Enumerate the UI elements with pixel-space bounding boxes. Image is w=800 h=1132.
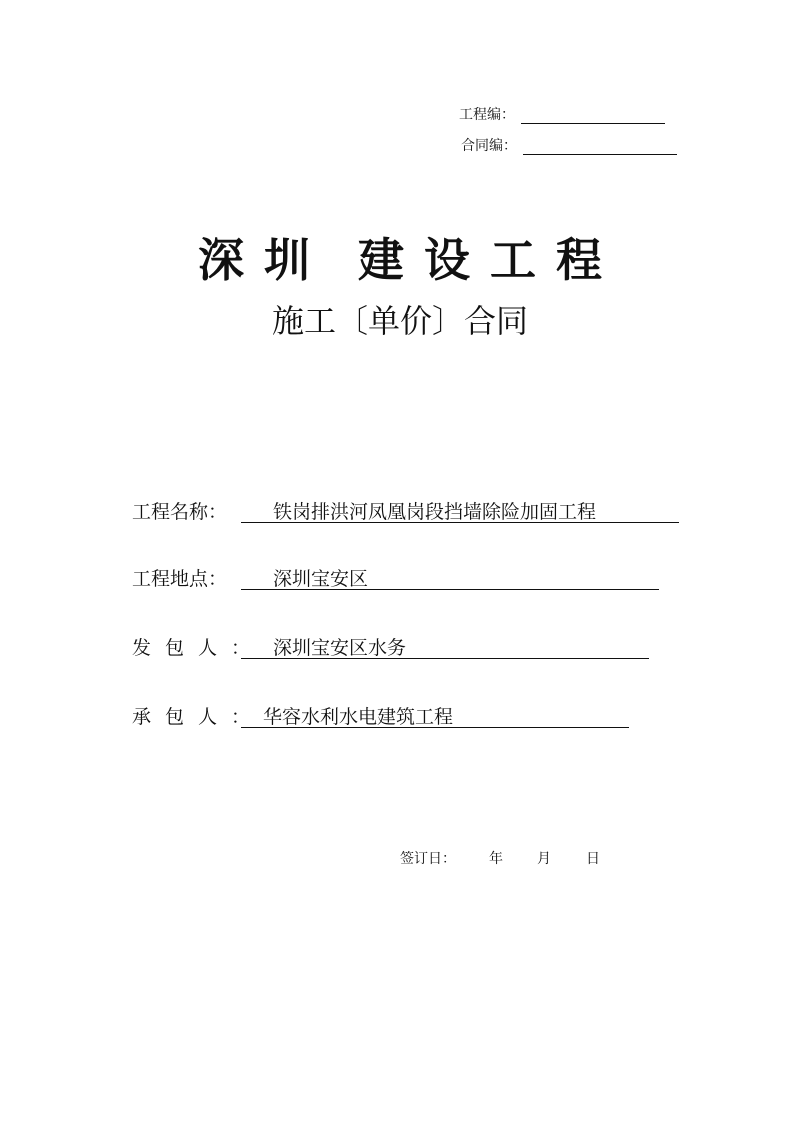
project-name-field [241, 497, 679, 523]
signing-day: 日 [586, 851, 600, 867]
signing-date-label: 签订日： [400, 851, 456, 867]
project-number-label: 工程编： [459, 107, 515, 123]
title-city: 深圳 [198, 233, 330, 287]
project-site-field [241, 564, 659, 590]
signing-year: 年 [489, 851, 503, 867]
signing-month: 月 [537, 851, 551, 867]
employer-field [241, 633, 649, 659]
contract-number-blank [523, 138, 677, 155]
contractor-label: 承包人： [132, 706, 265, 728]
project-number-blank [521, 107, 665, 124]
document-title [0, 224, 800, 290]
employer-value: 深圳宝安区水务 [273, 637, 407, 659]
contractor-value: 华容水利水电建筑工程 [263, 706, 454, 728]
contract-number-label: 合同编： [461, 138, 517, 154]
contract-number-row [461, 135, 677, 155]
contractor-field [241, 702, 629, 728]
document-subtitle: 施工〔单价〕合同 [271, 302, 528, 340]
project-site-value: 深圳宝安区 [273, 568, 369, 590]
title-construction: 建设工程 [358, 233, 622, 287]
project-name-label: 工程名称： [132, 501, 228, 523]
project-site-label: 工程地点： [132, 568, 228, 590]
employer-label: 发包人： [132, 637, 265, 659]
project-number-row [459, 104, 665, 124]
project-name-value: 铁岗排洪河凤凰岗段挡墙除险加固工程 [273, 501, 597, 523]
